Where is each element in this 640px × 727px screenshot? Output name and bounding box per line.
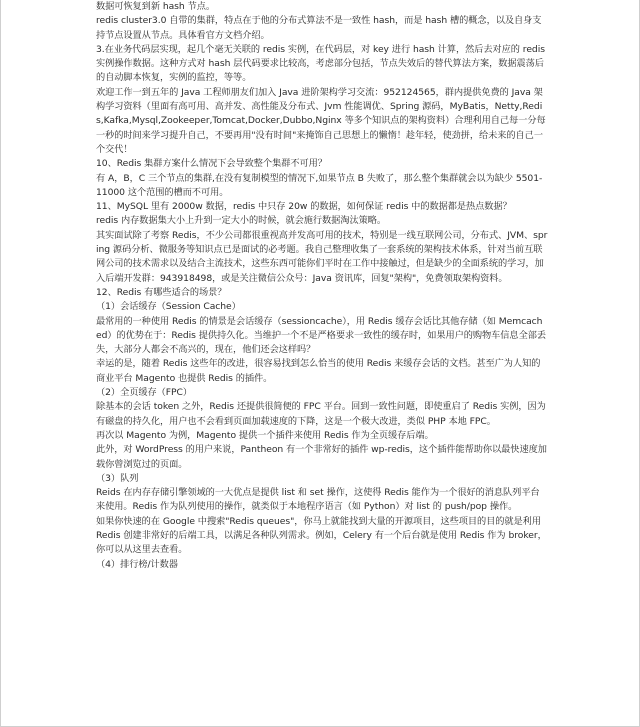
section-heading: 11、MySQL 里有 2000w 数据，redis 中只存 20w 的数据，如何保证 redis 中的数据都是热点数据？ xyxy=(96,201,512,213)
paragraph: 其实面试除了考察 Redis，不少公司都很重视高并发高可用的技术，特别是一线互联网公司，分布式、JVM、spring 源码分析、微服务等知识点已是面试的必考题。我自己整理收集了一套系统的架构技术体系，针对当前互联网公司的技术需求以及结合主流技术，这些东西可能你们平时在工作中接触过，但是缺少的全面系统的学习，加入后端开发群：943918498，或是关注微信公众号：Java 资讯库，回复"架构"，免费领取架构资料。 xyxy=(96,229,548,284)
paragraph: 3.在业务代码层实现，起几个毫无关联的 redis 实例，在代码层，对 key 进行 hash 计算，然后去对应的 redis 实例操作数据。这种方式对 hash 层代码要求比较高，考虑部分包括，节点失效后的替代算法方案，数据震荡后的自动脚本恢复，实例的监控，等等。 xyxy=(96,43,545,84)
subsection-heading: （4）排行榜/计数器 xyxy=(96,558,178,570)
paragraph: 幸运的是，随着 Redis 这些年的改进，很容易找到怎么恰当的使用 Redis 来缓存会话的文档。甚至广为人知的商业平台 Magento 也提供 Redis 的插件。 xyxy=(96,358,541,384)
paragraph: 除基本的会话 token 之外，Redis 还提供很简便的 FPC 平台。回到一致性问题，即使重启了 Redis 实例，因为有磁盘的持久化，用户也不会看到页面加载速度的下降，这是一个极大改进，类似 PHP 本地 FPC。 xyxy=(96,401,546,427)
paragraph: 有 A，B，C 三个节点的集群,在没有复制模型的情况下,如果节点 B 失败了，那么整个集群就会以为缺少 5501-11000 这个范围的槽而不可用。 xyxy=(96,172,543,198)
paragraph: redis 内存数据集大小上升到一定大小的时候，就会施行数据淘汰策略。 xyxy=(96,215,387,227)
paragraph: Reids 在内存存储引擎领域的一大优点是提供 list 和 set 操作，这使得 Redis 能作为一个很好的消息队列平台来使用。Redis 作为队列使用的操作，就类似于本地程序语言（如 Python）对 list 的 push/pop 操作。 xyxy=(96,487,540,513)
section-heading: 10、Redis 集群方案什么情况下会导致整个集群不可用？ xyxy=(96,158,327,170)
subsection-heading: （1）会话缓存（Session Cache） xyxy=(96,301,241,313)
section-heading: 12、Redis 有哪些适合的场景？ xyxy=(96,286,227,298)
paragraph: redis cluster3.0 自带的集群，特点在于他的分布式算法不是一致性 hash，而是 hash 槽的概念，以及自身支持节点设置从节点。具体看官方文档介绍。 xyxy=(96,15,542,41)
document-body xyxy=(96,0,548,572)
paragraph: 数据可恢复到新 hash 节点。 xyxy=(96,1,215,12)
subsection-heading: （3）队列 xyxy=(96,472,139,484)
paragraph: 此外，对 WordPress 的用户来说，Pantheon 有一个非常好的插件 wp-redis，这个插件能帮助你以最快速度加载你曾浏览过的页面。 xyxy=(96,444,547,470)
subsection-heading: （2）全页缓存（FPC） xyxy=(96,387,192,399)
paragraph: 再次以 Magento 为例，Magento 提供一个插件来使用 Redis 作为全页缓存后端。 xyxy=(96,429,434,441)
paragraph: 欢迎工作一到五年的 Java 工程师朋友们加入 Java 进阶架构学习交流：952124565，群内提供免费的 Java 架构学习资料（里面有高可用、高并发、高性能及分布式、Jvm 性能调优、Spring 源码，MyBatis，Netty,Redis,Kafka,Mysql,Zookeeper,Tomcat,Docker,Dubbo,Nginx 等多个知识点的架构资料）合理利用自己每一分每一秒的时间来学习提升自己，不要再用"没有时间"来掩饰自己思想上的懒惰！趁年轻，使劲拼，给未来的自己一个交代！ xyxy=(96,86,546,155)
paragraph: 如果你快速的在 Google 中搜索"Redis queues"，你马上就能找到大量的开源项目，这些项目的目的就是利用 Redis 创建非常好的后端工具，以满足各种队列需求。例如，Celery 有一个后台就是使用 Redis 作为 broker，你可以从这里去查看。 xyxy=(96,515,547,556)
paragraph: 最常用的一种使用 Redis 的情景是会话缓存（sessioncache），用 Redis 缓存会话比其他存储（如 Memcached）的优势在于：Redis 提供持久化。当维护一个不是严格要求一致性的缓存时，如果用户的购物车信息全部丢失，大部分人都会不高兴的，现在，他们还会这样吗？ xyxy=(96,315,546,356)
